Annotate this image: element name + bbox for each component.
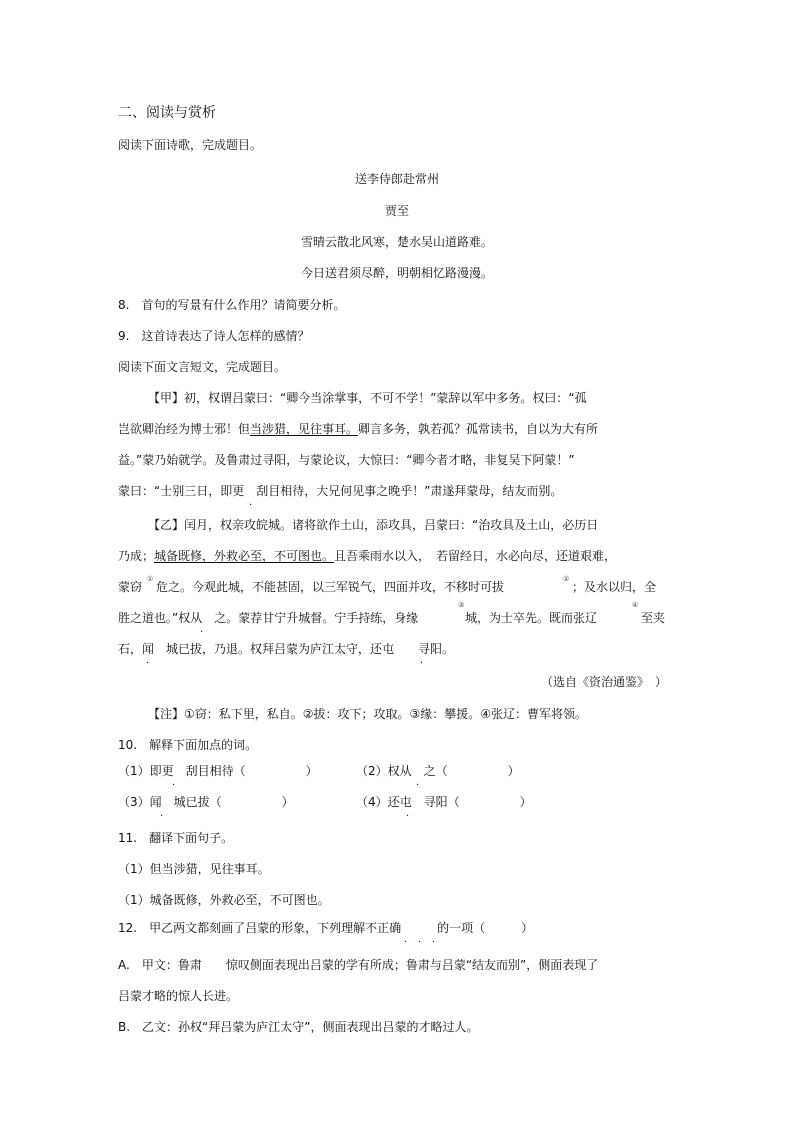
passage-yi-line <box>118 548 616 564</box>
passage-jia-line: 【甲】初，权谓吕蒙曰：“卿今当涂掌事，不可不学！”蒙辞以军中多务。权曰：“孤 <box>148 391 587 405</box>
passage-jia-line: 蒙曰：“士别三日，即更 刮目相待，大兄何见事之晚乎！”肃遂拜蒙母，结友而别。 <box>118 484 563 498</box>
question-8: 8. 首句的写景有什么作用？请简要分析。 <box>118 298 346 312</box>
emphasis-dot: . <box>160 808 164 819</box>
passage-yi-line: 至夹 <box>641 611 666 625</box>
passage-text: 乃成； <box>118 549 155 563</box>
question-10-item: （1）即更 刮目相待（ ） <box>118 764 318 778</box>
question-10-item: （3）闻 城已拔（ ） <box>118 795 294 809</box>
emphasis-dot: . <box>200 624 204 635</box>
passage-text: 且吾乘雨水以入， 若留经日，水必向尽，还道艰难， <box>334 549 617 563</box>
emphasis-dot: . <box>420 655 424 666</box>
footnote-mark: ② <box>563 575 570 583</box>
emphasis-dot: . <box>416 777 420 788</box>
passage-text: 岂欲卿治经为博士邪！但 <box>118 422 251 436</box>
emphasis-dot: . <box>418 934 422 945</box>
option-a: A. 甲文：鲁肃 惊叹侧面表现出吕蒙的学有所成；鲁肃与吕蒙“结友而别”，侧面表现了 <box>118 958 599 972</box>
section-title: 二、阅读与赏析 <box>118 105 216 121</box>
poem-author: 贾至 <box>384 204 409 218</box>
passage-text: 卿言多务，孰若孤？孤常读书，自以为大有所 <box>358 422 599 436</box>
footnote-mark: ③ <box>458 601 465 609</box>
poem-instructions: 阅读下面诗歌，完成题目。 <box>118 138 263 152</box>
question-10-item: （4）还屯 寻阳（ ） <box>356 795 532 809</box>
source-citation: （选自《资治通鉴》 ） <box>540 675 667 689</box>
prose-instructions: 阅读下面文言短文，完成题目。 <box>118 360 287 374</box>
underlined-sentence: 当涉猎，见往事耳。 <box>250 422 359 436</box>
footnote-mark: ① <box>147 575 154 583</box>
emphasis-dot: . <box>404 934 408 945</box>
emphasis-dot: . <box>406 808 410 819</box>
passage-yi-line: 城，为士卒先。既而张辽 <box>465 611 598 625</box>
option-a-continued: 吕蒙才略的惊人长进。 <box>118 989 239 1003</box>
option-b: B. 乙文：孙权“拜吕蒙为庐江太守”，侧面表现出吕蒙的才略过人。 <box>118 1020 479 1034</box>
emphasis-dot: . <box>432 934 436 945</box>
underlined-sentence: 城备既修，外救必至，不可图也。 <box>154 549 335 563</box>
question-11-item: （1）但当涉猎，见往事耳。 <box>118 862 270 876</box>
question-11-item: （1）城备既修，外救必至，不可图也。 <box>118 893 330 907</box>
question-9: 9. 这首诗表达了诗人怎样的感情？ <box>118 329 310 343</box>
emphasis-dot: . <box>249 497 253 508</box>
footnotes: 【注】①窃：私下里，私自。②拔：攻下；攻取。③缘：攀援。④张辽：曹军将领。 <box>148 707 588 721</box>
passage-jia-line: 益。”蒙乃始就学。及鲁肃过寻阳，与蒙论议，大惊曰：“卿今者才略，非复吴下阿蒙！” <box>118 453 575 467</box>
poem-title: 送李侍郎赴常州 <box>354 172 439 186</box>
passage-yi-line: 胜之道也。”权从 之。蒙荐甘宁升城督。宁手持练，身缘 <box>118 611 419 625</box>
question-10-item: （2）权从 之（ ） <box>356 764 520 778</box>
passage-yi-line: 蒙窃 <box>118 580 143 594</box>
passage-yi-line: 危之。今观此城，不能甚固，以三军锐气，四面并攻，不移时可拔 <box>156 580 505 594</box>
question-10: 10. 解释下面加点的词。 <box>118 738 258 752</box>
emphasis-dot: . <box>172 777 176 788</box>
poem-line: 雪晴云散北风寒，楚水吴山道路难。 <box>300 235 493 249</box>
emphasis-dot: . <box>146 655 150 666</box>
passage-yi-line: 【乙】闰月，权亲攻皖城。诸将欲作土山，添攻具，吕蒙曰：“治攻具及土山，必历日 <box>148 518 599 532</box>
passage-yi-line: 石，闻 城已拔，乃退。权拜吕蒙为庐江太守，还屯 寻阳。 <box>118 642 455 656</box>
poem-line: 今日送君须尽醉，明朝相忆路漫漫。 <box>300 266 493 280</box>
question-11: 11. 翻译下面句子。 <box>118 831 234 845</box>
passage-jia-line <box>118 421 598 437</box>
question-12: 12. 甲乙两文都刻画了吕蒙的形象，下列理解不正确 的一项（ ） <box>118 921 534 935</box>
footnote-mark: ④ <box>632 601 639 609</box>
passage-yi-line: ；及水以归，全 <box>572 580 657 594</box>
